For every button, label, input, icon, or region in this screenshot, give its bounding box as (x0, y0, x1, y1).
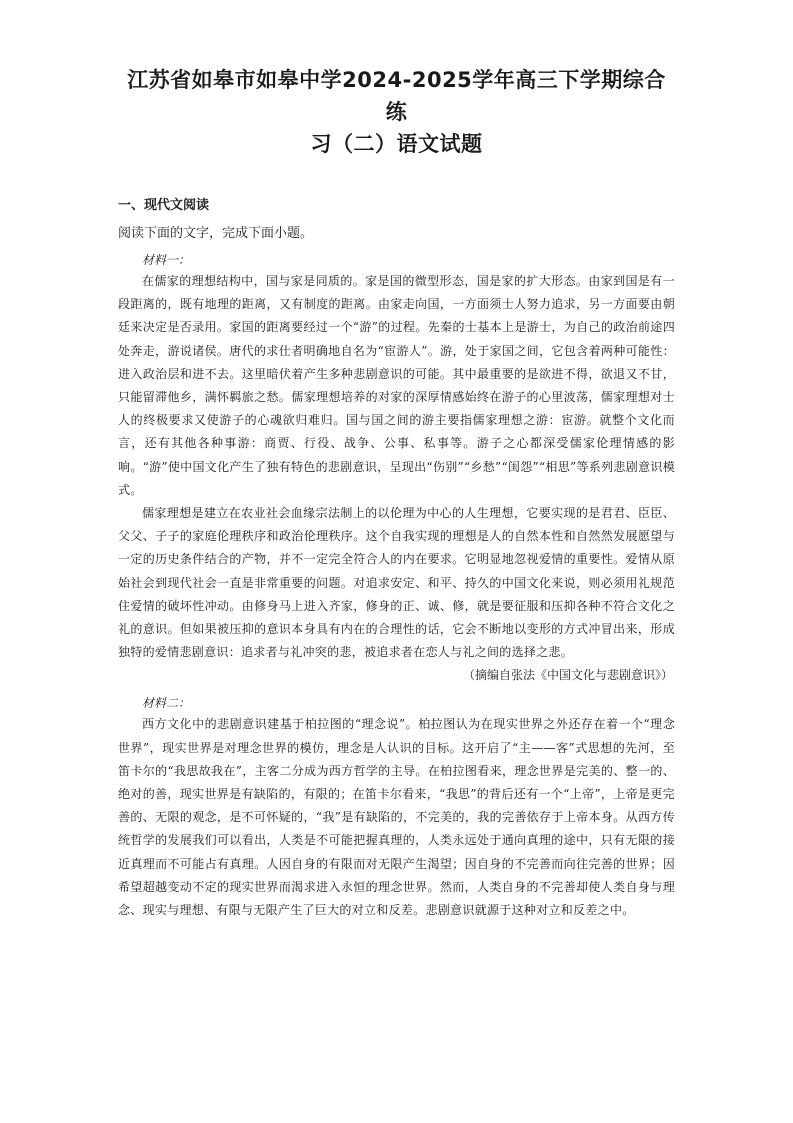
material-2-label: 材料二： (142, 696, 191, 711)
material-2-paragraph-1: 西方文化中的悲剧意识建基于柏拉图的“理念说”。柏拉图认为在现实世界之外还存在着一个“理念世界”，现实世界是对理念世界的模仿，理念是人认识的目标。这开启了“主——客”式思想的先河，至笛卡尔的“我思故我在”，主客二分成为西方哲学的主导。在柏拉图看来，理念世界是完美的、整一的、绝对的善，现实世界是有缺陷的，有限的；在笛卡尔看来，“我思”的背后还有一个“上帝”，上帝是更完善的、无限的观念，是不可怀疑的，“我”是有缺陷的，不完美的，我的完善依存于上帝本身。从西方传统哲学的发展我们可以看出，人类是不可能把握真理的，人类永远处于通向真理的途中，只有无限的接近真理而不可能占有真理。人因自身的有限而对无限产生渴望；因自身的不完善而向往完善的世界；因希望超越变动不定的现实世界而渴求进入永恒的理念世界。然而，人类自身的不完善却使人类自身与理念、现实与理想、有限与无限产生了巨大的对立和反差。悲剧意识就源于这种对立和反差之中。 (118, 717, 675, 918)
section-heading: 一、现代文阅读 (118, 198, 210, 213)
material-1-label: 材料一： (142, 253, 191, 267)
material-1-source: （摘编自张法《中国文化与悲剧意识》） (462, 668, 673, 683)
material-1-paragraph-1: 在儒家的理想结构中，国与家是同质的。家是国的微型形态，国是家的扩大形态。由家到国是有一段距离的，既有地理的距离，又有制度的距离。由家走向国，一方面须士人努力追求，另一方面要由朝廷来决定是否录用。家国的距离要经过一个“游”的过程。先秦的士基本上是游士，为自己的政治前途四处奔走，游说诸侯。唐代的求仕者明确地自名为“宦游人”。游，处于家国之间，它包含着两种可能性：进入政治层和进不去。这里暗伏着产生多种悲剧意识的可能。其中最重要的是欲进不得，欲退又不甘，只能留滞他乡，满怀羁旅之愁。儒家理想培养的对家的深厚情感始终在游子的心里波荡，儒家理想对士人的终极要求又使游子的心魂欲归难归。国与国之间的游主要指儒家理想之游：宦游。就整个文化而言，还有其他各种事游：商贾、行役、战争、公事、私事等。游子之心都深受儒家伦理情感的影响。“游”使中国文化产生了独有特色的悲剧意识，呈现出“伤别”“乡愁”“闺怨”“相思”等系列悲剧意识模式。 (118, 274, 675, 497)
title-line-1: 江苏省如皋市如皋中学2024-2025学年高三下学期综合练 (127, 68, 666, 124)
document-title (118, 64, 675, 160)
material-1-paragraph-2: 儒家理想是建立在农业社会血缘宗法制上的以伦理为中心的人生理想，它要实现的是君君、臣臣、父父、子子的家庭伦理秩序和政治伦理秩序。这个自我实现的理想是人的自然本性和自然然发展愿望与一定的历史条件结合的产物，并不一定完全符合人的内在要求。它明显地忽视爱情的重要性。爱情从原始社会到现代社会一直是非常重要的问题。对追求安定、和平、持久的中国文化来说，则必须用礼规范住爱情的破坏性冲动。由修身马上进入齐家，修身的正、诚、修，就是要征服和压抑各种不符合文化之礼的意识。但如果被压抑的意识本身具有内在的合理性的话，它会不断地以变形的方式冲冒出来，形成独特的爱情悲剧意识：追求者与礼冲突的悲，被追求者在恋人与礼之间的选择之悲。 (118, 506, 675, 660)
title-line-2: 习（二）语文试题 (310, 132, 483, 156)
reading-instruction: 阅读下面的文字，完成下面小题。 (118, 226, 314, 241)
